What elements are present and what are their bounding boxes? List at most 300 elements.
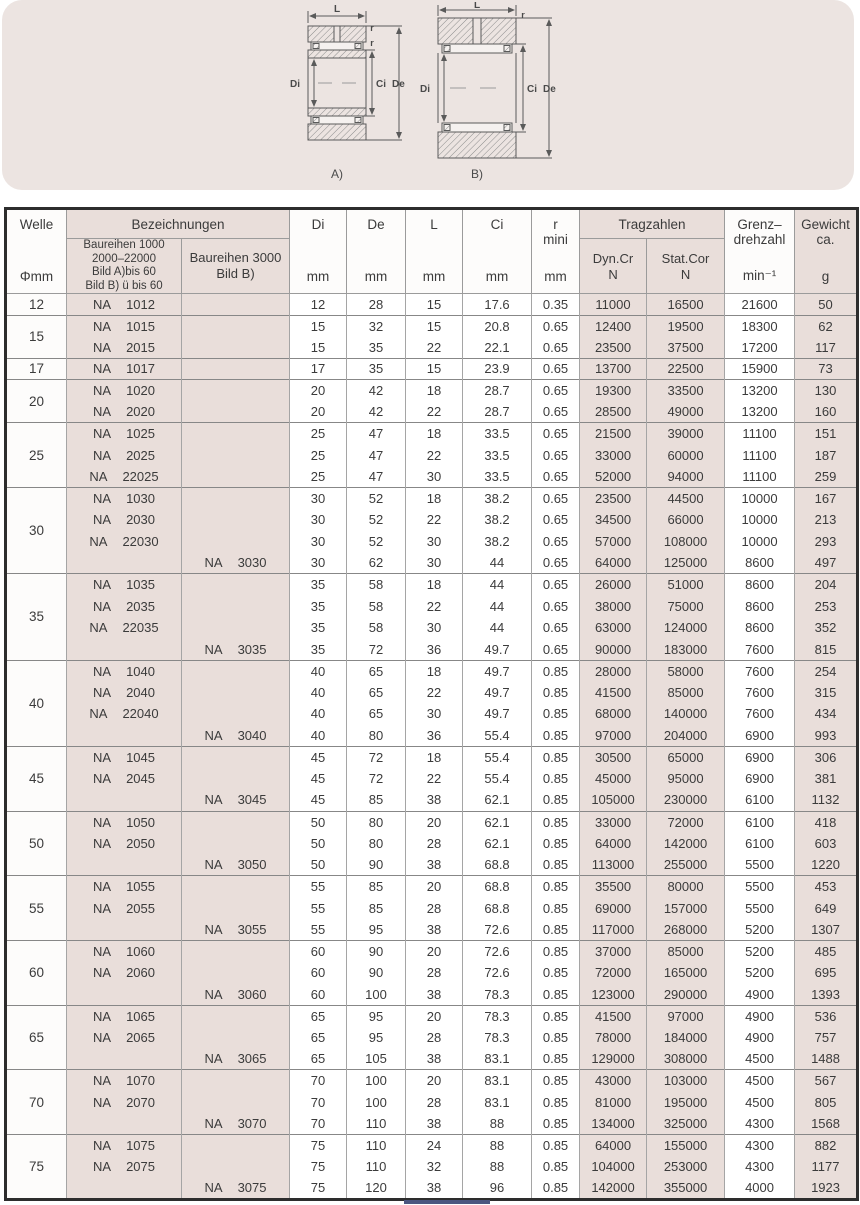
value-cell: 5500 [725, 897, 795, 919]
header-ci: Ci mm [463, 209, 532, 294]
value-cell: 28000 [580, 660, 647, 682]
value-cell: 1923 [795, 1178, 858, 1200]
value-cell: 4500 [725, 1070, 795, 1092]
table-row [6, 552, 858, 574]
table-row [6, 1178, 858, 1200]
value-cell: 0.85 [532, 1113, 580, 1135]
value-cell: 28 [406, 962, 463, 984]
value-cell: 85 [347, 789, 406, 811]
value-cell: 25 [290, 466, 347, 488]
value-cell: 0.85 [532, 1178, 580, 1200]
value-cell: 882 [795, 1134, 858, 1156]
value-cell: 65000 [647, 746, 725, 768]
value-cell: 4500 [725, 1091, 795, 1113]
value-cell: 72000 [647, 811, 725, 833]
value-cell: 17200 [725, 337, 795, 359]
value-cell: 44500 [647, 488, 725, 510]
value-cell: 195000 [647, 1091, 725, 1113]
designation-cell: NA 1012 [67, 294, 182, 316]
value-cell: 60000 [647, 444, 725, 466]
value-cell: 352 [795, 617, 858, 639]
value-cell: 993 [795, 725, 858, 747]
value-cell: 142000 [580, 1178, 647, 1200]
value-cell: 28 [406, 833, 463, 855]
value-cell: 108000 [647, 531, 725, 553]
value-cell: 57000 [580, 531, 647, 553]
table-header [6, 209, 858, 294]
value-cell: 120 [347, 1178, 406, 1200]
value-cell: 20 [406, 1005, 463, 1027]
value-cell: 30500 [580, 746, 647, 768]
value-cell: 65 [290, 1048, 347, 1070]
designation-cell-empty [182, 531, 290, 553]
value-cell: 18 [406, 380, 463, 402]
value-cell: 95 [347, 1005, 406, 1027]
designation-cell-empty [67, 1113, 182, 1135]
designation-cell: NA 3060 [182, 984, 290, 1006]
designation-cell: NA 2025 [67, 444, 182, 466]
designation-cell: NA 3070 [182, 1113, 290, 1135]
value-cell: 66000 [647, 509, 725, 531]
value-cell: 0.65 [532, 574, 580, 596]
table-row [6, 337, 858, 359]
designation-cell: NA 2020 [67, 401, 182, 423]
value-cell: 123000 [580, 984, 647, 1006]
designation-cell-empty [182, 509, 290, 531]
designation-cell-empty [182, 574, 290, 596]
value-cell: 64000 [580, 833, 647, 855]
value-cell: 0.85 [532, 833, 580, 855]
value-cell: 40 [290, 703, 347, 725]
value-cell: 18 [406, 660, 463, 682]
header-grenzdrehzahl: Grenz– drehzahl min⁻¹ [725, 209, 795, 294]
dim-label-di-a: Di [290, 79, 300, 90]
value-cell: 44 [463, 595, 532, 617]
value-cell: 70 [290, 1070, 347, 1092]
value-cell: 20 [290, 380, 347, 402]
value-cell: 11100 [725, 466, 795, 488]
value-cell: 103000 [647, 1070, 725, 1092]
designation-cell: NA 3035 [182, 639, 290, 661]
value-cell: 60 [290, 984, 347, 1006]
table-row [6, 1005, 858, 1027]
value-cell: 94000 [647, 466, 725, 488]
value-cell: 15 [290, 315, 347, 337]
bearing-diagrams [280, 2, 580, 186]
value-cell: 62 [795, 315, 858, 337]
value-cell: 0.65 [532, 509, 580, 531]
value-cell: 78000 [580, 1027, 647, 1049]
value-cell: 20 [406, 1070, 463, 1092]
designation-cell: NA 22030 [67, 531, 182, 553]
table-row [6, 617, 858, 639]
table-row [6, 466, 858, 488]
value-cell: 0.65 [532, 639, 580, 661]
value-cell: 65 [347, 682, 406, 704]
designation-cell-empty [182, 595, 290, 617]
value-cell: 0.65 [532, 315, 580, 337]
value-cell: 0.85 [532, 876, 580, 898]
designation-cell-empty [182, 682, 290, 704]
designation-cell: NA 1040 [67, 660, 182, 682]
diagram-caption-b: B) [471, 167, 483, 181]
designation-cell-empty [182, 1005, 290, 1027]
value-cell: 187 [795, 444, 858, 466]
table-body [6, 294, 858, 1200]
value-cell: 30 [290, 531, 347, 553]
value-cell: 18 [406, 746, 463, 768]
value-cell: 30 [406, 703, 463, 725]
value-cell: 0.85 [532, 1070, 580, 1092]
value-cell: 60 [290, 940, 347, 962]
value-cell: 35 [290, 574, 347, 596]
value-cell: 4900 [725, 984, 795, 1006]
header-l: L mm [406, 209, 463, 294]
value-cell: 16500 [647, 294, 725, 316]
value-cell: 815 [795, 639, 858, 661]
value-cell: 50 [290, 854, 347, 876]
value-cell: 355000 [647, 1178, 725, 1200]
table-row [6, 984, 858, 1006]
designation-cell: NA 2070 [67, 1091, 182, 1113]
designation-cell: NA 3050 [182, 854, 290, 876]
table-row [6, 1091, 858, 1113]
value-cell: 0.85 [532, 789, 580, 811]
value-cell: 45 [290, 789, 347, 811]
designation-cell-empty [67, 1048, 182, 1070]
value-cell: 0.65 [532, 595, 580, 617]
value-cell: 1132 [795, 789, 858, 811]
header-tragzahlen: Tragzahlen [580, 209, 725, 239]
table-row [6, 380, 858, 402]
value-cell: 204000 [647, 725, 725, 747]
designation-cell-empty [182, 1091, 290, 1113]
value-cell: 39000 [647, 423, 725, 445]
value-cell: 38 [406, 789, 463, 811]
value-cell: 50 [290, 811, 347, 833]
value-cell: 55.4 [463, 725, 532, 747]
table-row [6, 768, 858, 790]
designation-cell-empty [182, 1156, 290, 1178]
value-cell: 254 [795, 660, 858, 682]
value-cell: 38 [406, 984, 463, 1006]
value-cell: 18 [406, 574, 463, 596]
designation-cell-empty [182, 746, 290, 768]
value-cell: 20 [290, 401, 347, 423]
value-cell: 0.85 [532, 919, 580, 941]
table-row [6, 423, 858, 445]
value-cell: 25 [290, 444, 347, 466]
value-cell: 34500 [580, 509, 647, 531]
value-cell: 62.1 [463, 833, 532, 855]
value-cell: 38 [406, 1178, 463, 1200]
welle-cell: 60 [6, 940, 67, 1005]
value-cell: 11100 [725, 444, 795, 466]
value-cell: 8600 [725, 552, 795, 574]
designation-cell: NA 2015 [67, 337, 182, 359]
value-cell: 75 [290, 1156, 347, 1178]
designation-cell-empty [182, 1134, 290, 1156]
dim-label-l-a: L [333, 4, 341, 15]
table-row [6, 1113, 858, 1135]
value-cell: 44 [463, 552, 532, 574]
designation-cell: NA 3045 [182, 789, 290, 811]
designation-cell-empty [182, 294, 290, 316]
value-cell: 6900 [725, 768, 795, 790]
designation-cell-empty [182, 897, 290, 919]
value-cell: 68.8 [463, 876, 532, 898]
designation-cell: NA 2075 [67, 1156, 182, 1178]
value-cell: 497 [795, 552, 858, 574]
value-cell: 47 [347, 423, 406, 445]
value-cell: 80 [347, 725, 406, 747]
value-cell: 40 [290, 660, 347, 682]
value-cell: 20 [406, 876, 463, 898]
value-cell: 85000 [647, 682, 725, 704]
designation-cell: NA 1060 [67, 940, 182, 962]
value-cell: 33000 [580, 444, 647, 466]
dim-label-di-b: Di [420, 84, 430, 95]
designation-cell-empty [182, 1027, 290, 1049]
value-cell: 0.85 [532, 1005, 580, 1027]
value-cell: 6900 [725, 725, 795, 747]
value-cell: 49.7 [463, 703, 532, 725]
value-cell: 78.3 [463, 1005, 532, 1027]
value-cell: 4900 [725, 1005, 795, 1027]
value-cell: 52 [347, 488, 406, 510]
value-cell: 33000 [580, 811, 647, 833]
welle-cell: 70 [6, 1070, 67, 1135]
value-cell: 41500 [580, 682, 647, 704]
diagram-caption-a: A) [331, 167, 343, 181]
designation-cell: NA 1050 [67, 811, 182, 833]
value-cell: 453 [795, 876, 858, 898]
designation-cell-empty [182, 940, 290, 962]
value-cell: 603 [795, 833, 858, 855]
value-cell: 315 [795, 682, 858, 704]
value-cell: 649 [795, 897, 858, 919]
value-cell: 157000 [647, 897, 725, 919]
welle-cell: 30 [6, 488, 67, 574]
table-row [6, 962, 858, 984]
value-cell: 45 [290, 768, 347, 790]
value-cell: 253 [795, 595, 858, 617]
designation-cell-empty [182, 488, 290, 510]
designation-cell-empty [67, 1178, 182, 1200]
value-cell: 72 [347, 639, 406, 661]
value-cell: 110 [347, 1156, 406, 1178]
value-cell: 22 [406, 595, 463, 617]
value-cell: 28 [406, 1027, 463, 1049]
value-cell: 4000 [725, 1178, 795, 1200]
welle-cell: 20 [6, 380, 67, 423]
designation-cell-empty [182, 962, 290, 984]
value-cell: 28 [347, 294, 406, 316]
value-cell: 35 [290, 617, 347, 639]
value-cell: 38 [406, 919, 463, 941]
designation-cell: NA 2030 [67, 509, 182, 531]
value-cell: 0.85 [532, 682, 580, 704]
value-cell: 52000 [580, 466, 647, 488]
table-row [6, 488, 858, 510]
value-cell: 7600 [725, 639, 795, 661]
value-cell: 1220 [795, 854, 858, 876]
value-cell: 15 [406, 358, 463, 380]
dim-label-ci-a: Ci [376, 79, 386, 90]
header-di: Di mm [290, 209, 347, 294]
value-cell: 70 [290, 1113, 347, 1135]
bearing-section-b [438, 5, 552, 158]
value-cell: 0.85 [532, 984, 580, 1006]
value-cell: 4300 [725, 1113, 795, 1135]
value-cell: 58000 [647, 660, 725, 682]
value-cell: 50 [795, 294, 858, 316]
designation-cell-empty [182, 833, 290, 855]
value-cell: 32 [406, 1156, 463, 1178]
designation-cell: NA 2050 [67, 833, 182, 855]
value-cell: 22 [406, 444, 463, 466]
value-cell: 35500 [580, 876, 647, 898]
value-cell: 4300 [725, 1156, 795, 1178]
value-cell: 63000 [580, 617, 647, 639]
designation-cell-empty [67, 725, 182, 747]
value-cell: 52 [347, 531, 406, 553]
table-row [6, 811, 858, 833]
value-cell: 55 [290, 897, 347, 919]
table-row [6, 315, 858, 337]
value-cell: 306 [795, 746, 858, 768]
value-cell: 37500 [647, 337, 725, 359]
dim-label-r-a1: r [370, 23, 374, 33]
value-cell: 30 [406, 552, 463, 574]
value-cell: 73 [795, 358, 858, 380]
value-cell: 23.9 [463, 358, 532, 380]
value-cell: 30 [406, 617, 463, 639]
value-cell: 36 [406, 725, 463, 747]
table-row [6, 358, 858, 380]
value-cell: 6100 [725, 811, 795, 833]
value-cell: 10000 [725, 509, 795, 531]
header-stat-cor: Stat.Cor N [647, 239, 725, 294]
value-cell: 88 [463, 1134, 532, 1156]
table-row [6, 401, 858, 423]
value-cell: 72.6 [463, 940, 532, 962]
value-cell: 0.85 [532, 1027, 580, 1049]
value-cell: 41500 [580, 1005, 647, 1027]
value-cell: 38000 [580, 595, 647, 617]
value-cell: 0.85 [532, 768, 580, 790]
value-cell: 25 [290, 423, 347, 445]
designation-cell-empty [182, 811, 290, 833]
value-cell: 183000 [647, 639, 725, 661]
value-cell: 96 [463, 1178, 532, 1200]
value-cell: 6900 [725, 746, 795, 768]
value-cell: 160 [795, 401, 858, 423]
value-cell: 78.3 [463, 1027, 532, 1049]
value-cell: 75000 [647, 595, 725, 617]
value-cell: 72 [347, 768, 406, 790]
table-row [6, 833, 858, 855]
value-cell: 35 [290, 595, 347, 617]
value-cell: 104000 [580, 1156, 647, 1178]
value-cell: 0.35 [532, 294, 580, 316]
value-cell: 78.3 [463, 984, 532, 1006]
value-cell: 5200 [725, 962, 795, 984]
value-cell: 805 [795, 1091, 858, 1113]
value-cell: 4300 [725, 1134, 795, 1156]
value-cell: 4500 [725, 1048, 795, 1070]
value-cell: 65 [290, 1005, 347, 1027]
value-cell: 50 [290, 833, 347, 855]
value-cell: 88 [463, 1113, 532, 1135]
value-cell: 18300 [725, 315, 795, 337]
designation-cell: NA 1070 [67, 1070, 182, 1092]
designation-cell: NA 2045 [67, 768, 182, 790]
value-cell: 7600 [725, 682, 795, 704]
value-cell: 49000 [647, 401, 725, 423]
value-cell: 255000 [647, 854, 725, 876]
value-cell: 6100 [725, 833, 795, 855]
value-cell: 259 [795, 466, 858, 488]
designation-cell-empty [182, 768, 290, 790]
value-cell: 151 [795, 423, 858, 445]
value-cell: 45 [290, 746, 347, 768]
value-cell: 58 [347, 595, 406, 617]
value-cell: 28 [406, 897, 463, 919]
value-cell: 95000 [647, 768, 725, 790]
designation-cell-empty [182, 380, 290, 402]
designation-cell: NA 2035 [67, 595, 182, 617]
table-row [6, 1156, 858, 1178]
value-cell: 97000 [647, 1005, 725, 1027]
value-cell: 0.85 [532, 897, 580, 919]
value-cell: 567 [795, 1070, 858, 1092]
value-cell: 85 [347, 876, 406, 898]
value-cell: 44 [463, 574, 532, 596]
value-cell: 0.65 [532, 466, 580, 488]
designation-cell-empty [182, 315, 290, 337]
value-cell: 28.7 [463, 401, 532, 423]
designation-cell-empty [182, 703, 290, 725]
value-cell: 32 [347, 315, 406, 337]
value-cell: 167 [795, 488, 858, 510]
value-cell: 8600 [725, 574, 795, 596]
designation-cell: NA 22040 [67, 703, 182, 725]
value-cell: 124000 [647, 617, 725, 639]
value-cell: 45000 [580, 768, 647, 790]
value-cell: 81000 [580, 1091, 647, 1113]
value-cell: 44 [463, 617, 532, 639]
value-cell: 125000 [647, 552, 725, 574]
value-cell: 69000 [580, 897, 647, 919]
value-cell: 37000 [580, 940, 647, 962]
value-cell: 105 [347, 1048, 406, 1070]
value-cell: 418 [795, 811, 858, 833]
value-cell: 38.2 [463, 531, 532, 553]
designation-cell-empty [182, 358, 290, 380]
designation-cell: NA 3065 [182, 1048, 290, 1070]
value-cell: 88 [463, 1156, 532, 1178]
table-row [6, 940, 858, 962]
value-cell: 24 [406, 1134, 463, 1156]
value-cell: 11100 [725, 423, 795, 445]
value-cell: 0.65 [532, 552, 580, 574]
value-cell: 213 [795, 509, 858, 531]
value-cell: 13700 [580, 358, 647, 380]
table-row [6, 897, 858, 919]
value-cell: 7600 [725, 660, 795, 682]
designation-cell: NA 1020 [67, 380, 182, 402]
